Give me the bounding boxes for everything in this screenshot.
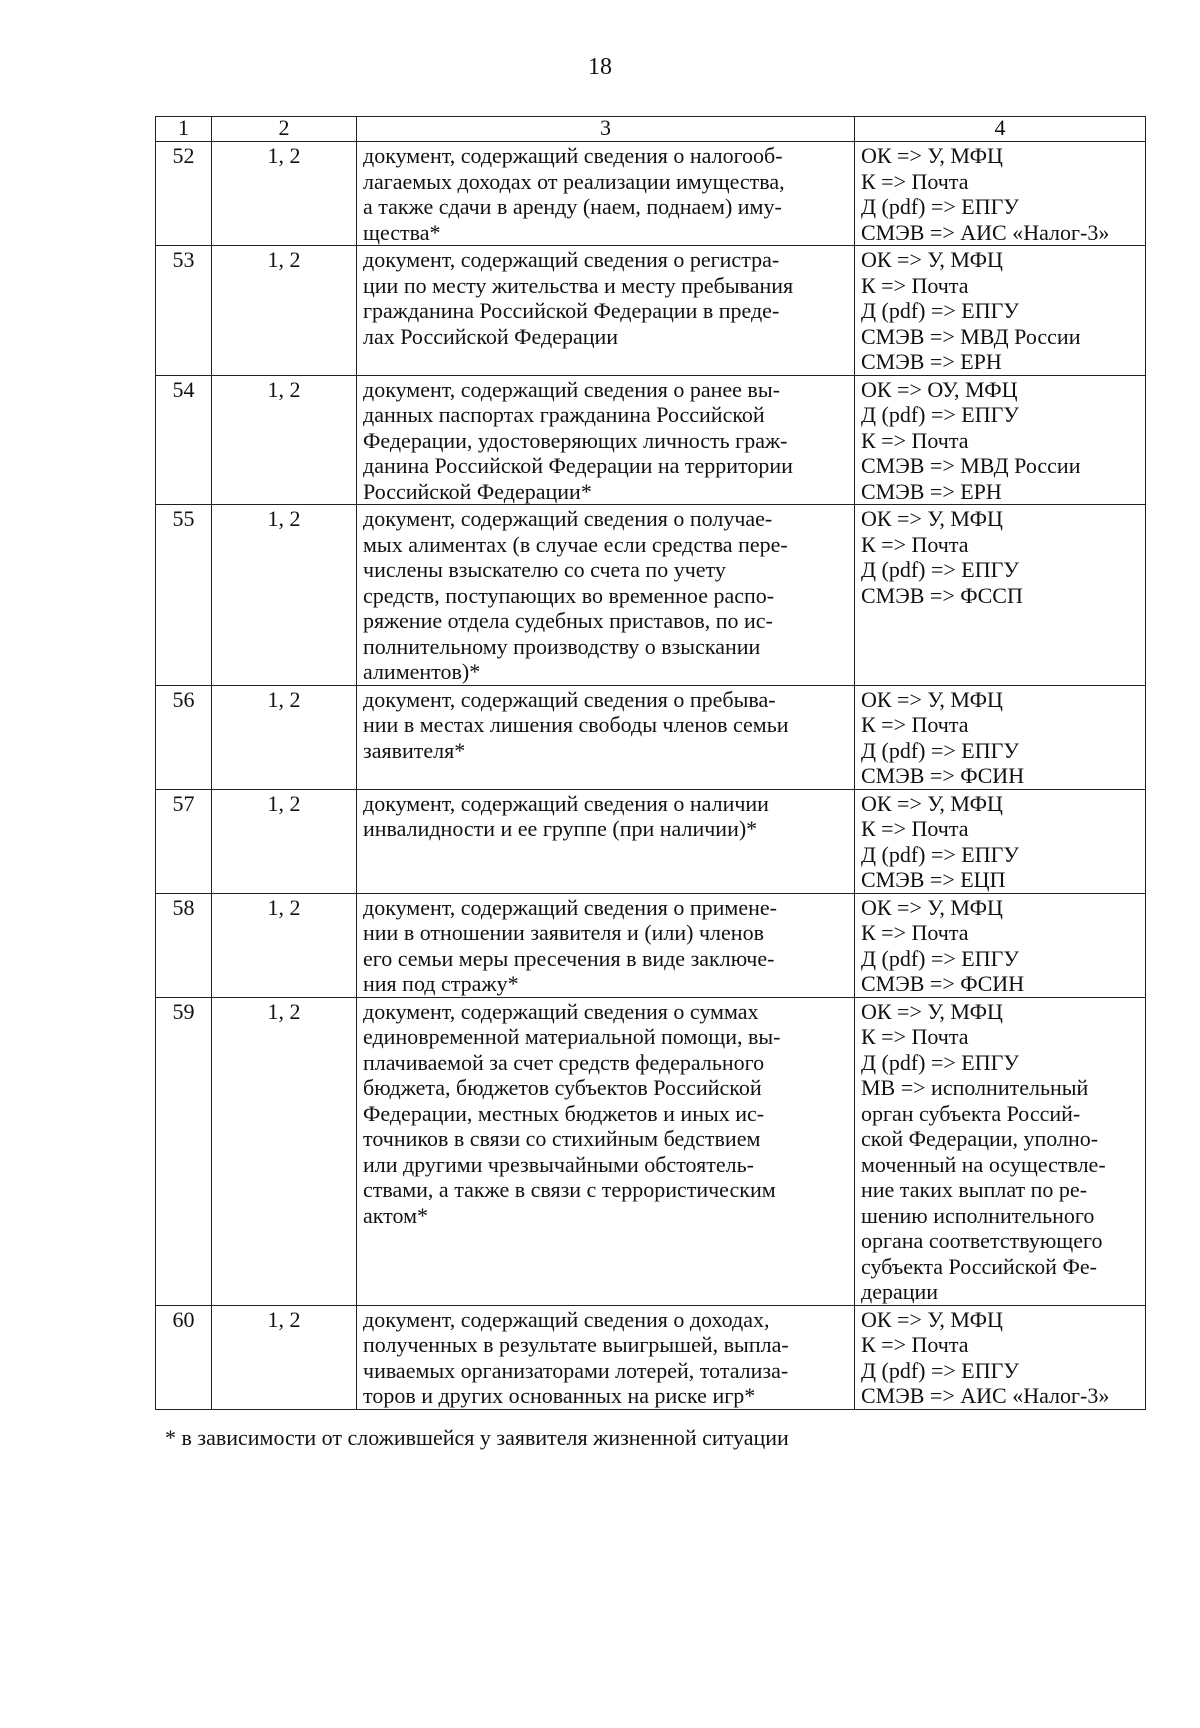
table-row xyxy=(156,375,1146,505)
row-number: 55 xyxy=(156,505,212,686)
row-category: 1, 2 xyxy=(212,142,357,246)
row-description: документ, содержащий сведения о получае- мых алиментах (в случае если средства пере- числены взыскателю со счета по учету средств, поступающих во временное распо- ряжение отдела судебных приставов, по ис- полнительному производству о взыскании алиментов)* xyxy=(357,505,855,686)
row-number: 53 xyxy=(156,246,212,376)
row-number: 60 xyxy=(156,1305,212,1409)
row-category: 1, 2 xyxy=(212,893,357,997)
row-channels: ОК => ОУ, МФЦ Д (pdf) => ЕПГУ К => Почта СМЭВ => МВД России СМЭВ => ЕРН xyxy=(855,375,1146,505)
row-number: 56 xyxy=(156,685,212,789)
row-category: 1, 2 xyxy=(212,685,357,789)
footnote: * в зависимости от сложившейся у заявителя жизненной ситуации xyxy=(165,1425,789,1450)
row-description: документ, содержащий сведения о регистра- ции по месту жительства и месту пребывания гражданина Российской Федерации в преде- лах Российской Федерации xyxy=(357,246,855,376)
table-row xyxy=(156,685,1146,789)
page-number: 18 xyxy=(588,54,612,80)
row-category: 1, 2 xyxy=(212,246,357,376)
row-description: документ, содержащий сведения о ранее вы- данных паспортах гражданина Российской Федерации, удостоверяющих личность граж- данина Российской Федерации на территории Российской Федерации* xyxy=(357,375,855,505)
column-header-3: 3 xyxy=(357,117,855,142)
row-channels: ОК => У, МФЦ К => Почта Д (pdf) => ЕПГУ СМЭВ => ЕЦП xyxy=(855,789,1146,893)
row-channels: ОК => У, МФЦ К => Почта Д (pdf) => ЕПГУ СМЭВ => МВД России СМЭВ => ЕРН xyxy=(855,246,1146,376)
table-header xyxy=(156,117,1146,142)
table-row xyxy=(156,246,1146,376)
row-description: документ, содержащий сведения о пребыва- нии в местах лишения свободы членов семьи заявителя* xyxy=(357,685,855,789)
row-description: документ, содержащий сведения о доходах, полученных в результате выигрышей, выпла- чиваемых организаторами лотерей, тотализа- торов и других основанных на риске игр* xyxy=(357,1305,855,1409)
row-number: 52 xyxy=(156,142,212,246)
table-row xyxy=(156,997,1146,1305)
row-description: документ, содержащий сведения о примене- нии в отношении заявителя и (или) членов его семьи меры пресечения в виде заключе- ния под стражу* xyxy=(357,893,855,997)
table-row xyxy=(156,893,1146,997)
row-number: 59 xyxy=(156,997,212,1305)
row-number: 54 xyxy=(156,375,212,505)
table-row xyxy=(156,142,1146,246)
row-description: документ, содержащий сведения о суммах единовременной материальной помощи, вы- плачиваемой за счет средств федерального бюджета, бюджетов субъектов Российской Федерации, местных бюджетов и иных ис- точников в связи со стихийным бедствием или другими чрезвычайными обстоятель- ствами, а также в связи с террористическим актом* xyxy=(357,997,855,1305)
column-header-2: 2 xyxy=(212,117,357,142)
row-description: документ, содержащий сведения о налогооб- лагаемых доходах от реализации имущества, а также сдачи в аренду (наем, поднаем) иму- щества* xyxy=(357,142,855,246)
row-description: документ, содержащий сведения о наличии инвалидности и ее группе (при наличии)* xyxy=(357,789,855,893)
table-row xyxy=(156,789,1146,893)
table-header-row xyxy=(156,117,1146,142)
column-header-1: 1 xyxy=(156,117,212,142)
row-category: 1, 2 xyxy=(212,997,357,1305)
document-table xyxy=(155,116,1146,1410)
row-category: 1, 2 xyxy=(212,789,357,893)
table-row xyxy=(156,1305,1146,1409)
table-body xyxy=(156,142,1146,1410)
column-header-4: 4 xyxy=(855,117,1146,142)
table-row xyxy=(156,505,1146,686)
row-category: 1, 2 xyxy=(212,1305,357,1409)
row-channels: ОК => У, МФЦ К => Почта Д (pdf) => ЕПГУ СМЭВ => ФСИН xyxy=(855,685,1146,789)
row-channels: ОК => У, МФЦ К => Почта Д (pdf) => ЕПГУ СМЭВ => ФССП xyxy=(855,505,1146,686)
row-channels: ОК => У, МФЦ К => Почта Д (pdf) => ЕПГУ СМЭВ => АИС «Налог-3» xyxy=(855,1305,1146,1409)
row-number: 58 xyxy=(156,893,212,997)
row-channels: ОК => У, МФЦ К => Почта Д (pdf) => ЕПГУ СМЭВ => ФСИН xyxy=(855,893,1146,997)
row-channels: ОК => У, МФЦ К => Почта Д (pdf) => ЕПГУ МВ => исполнительный орган субъекта Россий- ской Федерации, уполно- моченный на осуществле- ние таких выплат по ре- шению исполнительного органа соответствующего субъекта Российской Фе- дерации xyxy=(855,997,1146,1305)
row-category: 1, 2 xyxy=(212,505,357,686)
row-number: 57 xyxy=(156,789,212,893)
row-channels: ОК => У, МФЦ К => Почта Д (pdf) => ЕПГУ СМЭВ => АИС «Налог-3» xyxy=(855,142,1146,246)
row-category: 1, 2 xyxy=(212,375,357,505)
